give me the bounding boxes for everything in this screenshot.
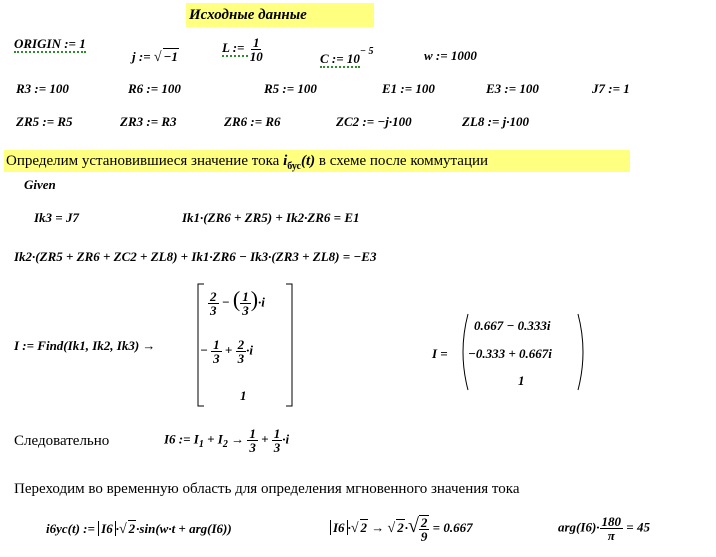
ZL8-def: ZL8 := j·100 <box>462 114 529 129</box>
i6-time-expression: i6ус(t) := I6 ·√ 2·sin(w·t + arg(I6)) <box>46 521 232 537</box>
given-keyword: Given <box>24 177 56 192</box>
result-row-1: 0.667 − 0.333i <box>474 318 551 333</box>
heading-initial-data: Исходные данные <box>186 3 374 27</box>
magnitude-expression: I6 ·√ 2 → √ 2·√ $\frac{2}{9}$ = 0.667 <box>330 515 473 543</box>
phase-expression: arg(I6)· $\frac{180}{\pi}$ = 45 <box>558 514 650 543</box>
R5-def: R5 := 100 <box>264 81 317 96</box>
result-row-2: −0.333 + 0.667i <box>468 346 552 361</box>
section-time-domain: Переходим во временную область для определения мгновенного значения тока <box>14 481 520 497</box>
C-def: C := $10^{- 5}$ <box>320 46 374 67</box>
find-row-1: $\frac{2}{3}$ − ( $\frac{1}{3}$ )·i <box>210 286 265 318</box>
section-steady-state: Определим установившиеся значение тока $i_{бус}(t)$ в схеме после коммутации <box>4 150 630 172</box>
j-def: j := √ −1 <box>132 49 178 65</box>
ZR3-def: ZR3 := R3 <box>120 114 177 129</box>
equation-loop1: Ik1·(ZR6 + ZR5) + Ik2·ZR6 = E1 <box>182 210 360 225</box>
w-def: w := 1000 <box>424 48 477 63</box>
ZC2-def: ZC2 := −j·100 <box>336 114 412 129</box>
J7-def: J7 := 1 <box>592 81 630 96</box>
find-row-3: 1 <box>240 388 247 403</box>
E1-def: E1 := 100 <box>382 81 435 96</box>
E3-def: E3 := 100 <box>486 81 539 96</box>
I6-expression: I6 := $I_1 + I_2$ → $\frac{1}{3}$ + $\frac{1}{3}$ ·i <box>164 426 290 455</box>
equation-ik3: Ik3 = J7 <box>34 210 79 225</box>
result-lhs: I = <box>432 346 448 361</box>
origin-def: ORIGIN := 1 <box>14 36 86 51</box>
find-expression: I := Find(Ik1, Ik2, Ik3) → <box>14 338 156 353</box>
find-row-2: − $\frac{1}{3}$ + $\frac{2}{3}$ ·i <box>200 337 253 366</box>
L-def: L := $\frac{1}{10}$ <box>222 35 263 64</box>
R3-def: R3 := 100 <box>16 81 69 96</box>
equation-loop2: Ik2·(ZR5 + ZR6 + ZC2 + ZL8) + Ik1·ZR6 − Ik3·(ZR3 + ZL8) = −E3 <box>14 249 377 264</box>
R6-def: R6 := 100 <box>128 81 181 96</box>
ZR5-def: ZR5 := R5 <box>16 114 73 129</box>
therefore-label: Следовательно <box>14 433 110 449</box>
ZR6-def: ZR6 := R6 <box>224 114 281 129</box>
result-row-3: 1 <box>518 373 525 388</box>
